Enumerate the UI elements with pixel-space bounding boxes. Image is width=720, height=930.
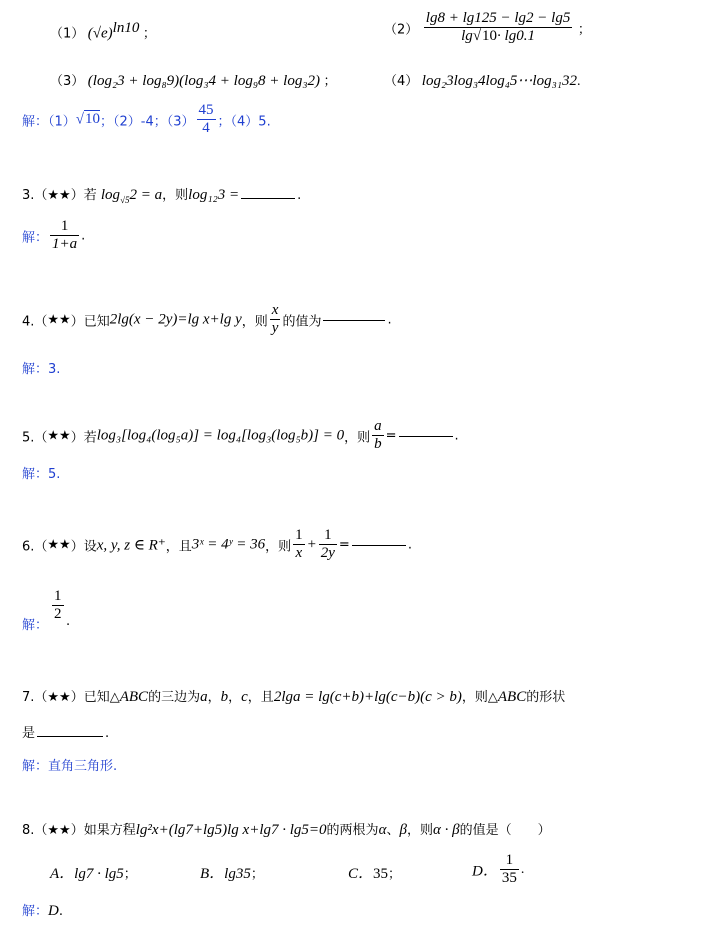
- q6-fraction-2-den: 2y: [320, 545, 335, 562]
- answer-8-end: .: [58, 904, 63, 919]
- q4-fraction: [270, 302, 281, 338]
- question-4: [22, 302, 720, 342]
- q3-number: 3.（: [22, 188, 48, 203]
- q6-difficulty-stars: ★★: [47, 537, 71, 553]
- choice-b-end: ；: [250, 867, 264, 882]
- answer-7: 解：直角三角形.: [22, 759, 118, 774]
- q4-answer-blank: [323, 319, 385, 321]
- q8-difficulty-stars: ★★: [47, 823, 71, 838]
- answer-1-mid: ；（2）-4；（3）: [100, 114, 195, 130]
- q8-expression: lg²x+(lg7+lg5)lg x+lg7 · lg5=0: [135, 822, 327, 838]
- choice-c-end: ；: [388, 867, 402, 882]
- part-4-label: （4）: [384, 74, 419, 89]
- choice-d: [472, 852, 524, 888]
- q5-fraction-num: a: [372, 418, 384, 436]
- question-7-line-2: [22, 722, 720, 741]
- q8-alpha: α: [378, 822, 387, 838]
- part-3-label: （3）: [50, 74, 85, 89]
- q8-text-2: 的两根为: [326, 823, 379, 838]
- choice-b-value: lg35: [224, 866, 251, 882]
- q5-fraction-den: b: [374, 436, 382, 453]
- choice-a-label: A．: [50, 866, 75, 882]
- answer-8-value: D: [48, 903, 59, 919]
- q3-log-text: log: [100, 187, 121, 203]
- answer-6-num: 1: [52, 588, 64, 606]
- q4-difficulty-stars: ★★: [47, 312, 71, 328]
- q7-text-3: ，且: [247, 690, 274, 705]
- q8-close: ）: [70, 823, 84, 838]
- answer-8: [22, 900, 720, 920]
- q6-let: 设: [83, 539, 97, 555]
- q3-log-base: √5: [120, 195, 130, 205]
- q8-beta: β: [399, 822, 407, 838]
- q6-number: 6.（: [22, 539, 48, 555]
- answer-6-fraction: [52, 588, 64, 624]
- answer-1: [22, 102, 720, 144]
- q4-known: 已知: [83, 314, 110, 330]
- part-1-end: ；: [142, 26, 156, 42]
- q7-triangle-2: ABC: [497, 689, 527, 705]
- q5-difficulty-stars: ★★: [47, 428, 71, 444]
- q3-close: ）: [70, 188, 84, 203]
- answer-8-prefix: 解：: [22, 904, 49, 919]
- q5-then: ，则: [344, 430, 371, 446]
- q6-answer-blank: [352, 544, 406, 546]
- q7-text-4: ，则△: [461, 690, 498, 705]
- question-8: [22, 819, 720, 841]
- part-3-expression: (log₂3 + log₈9)(log₃4 + log₉8 + log₃2): [87, 73, 321, 89]
- q3-log-eq: 2 = a: [129, 187, 163, 203]
- q8-choices: [0, 852, 720, 892]
- choice-d-fraction: [500, 852, 519, 888]
- q6-expression: 3ˣ = 4ʸ = 36: [191, 536, 266, 553]
- q7-text-5: 的形状: [526, 690, 566, 705]
- q6-close: ）: [70, 539, 84, 555]
- q5-close: ）: [70, 430, 84, 446]
- q6-fraction-1-den: x: [295, 545, 303, 562]
- q5-eq: =: [385, 428, 397, 444]
- part-2-den-tail: · lg0.1: [497, 28, 535, 45]
- answer-1-fraction-den: 4: [202, 120, 210, 137]
- choice-d-num: 1: [500, 852, 519, 870]
- choice-a-end: ；: [123, 867, 137, 882]
- q7-side-c: c: [241, 689, 248, 705]
- choice-d-label: D．: [472, 863, 498, 880]
- q6-fraction-2: [319, 527, 337, 563]
- q6-variables: x, y, z ∈ R⁺: [96, 537, 166, 554]
- q5-if: 若: [83, 430, 97, 446]
- q8-text-1: 如果方程: [83, 823, 136, 838]
- answer-3-fraction: [50, 218, 79, 254]
- answer-1-tail: ；（4）5.: [217, 114, 271, 130]
- q6-fraction-1: [293, 527, 305, 563]
- q3-answer-blank: [241, 197, 295, 199]
- answer-1-fraction: [197, 102, 216, 138]
- answer-1-fraction-num: 45: [197, 102, 216, 120]
- choice-d-end: .: [520, 861, 525, 877]
- answer-4: 解：3.: [22, 362, 61, 377]
- answer-3-end: .: [81, 228, 86, 244]
- q7-answer-blank: [37, 735, 103, 737]
- part-1-base: (√e): [87, 25, 113, 42]
- q7-text-2: 的三边为: [148, 690, 201, 705]
- q4-end: .: [387, 312, 392, 328]
- q3-if: 若: [83, 188, 97, 203]
- q7-difficulty-stars: ★★: [47, 690, 71, 705]
- q7-end: .: [105, 726, 110, 741]
- part-2-den-lg: lg: [461, 28, 473, 45]
- choice-c: [348, 862, 401, 883]
- part-4-expression: log₂3log₃4log₄5⋯log₃₁32: [421, 73, 578, 89]
- q6-end: .: [407, 537, 412, 553]
- part-1: [50, 20, 156, 43]
- part-2-label: （2）: [384, 22, 419, 38]
- q6-fraction-1-num: 1: [293, 527, 305, 545]
- choice-a: [50, 862, 137, 883]
- answer-5: 解：5.: [22, 467, 61, 482]
- problem-row-2: [0, 70, 720, 92]
- answer-6: [22, 588, 142, 634]
- q7-close: ）: [70, 690, 84, 705]
- answer-3-prefix: 解：: [22, 230, 49, 246]
- part-2-numerator: lg8 + lg125 − lg2 − lg5: [424, 10, 573, 28]
- part-3-end: ；: [323, 74, 337, 89]
- part-4-end: .: [577, 74, 581, 89]
- q6-plus: +: [306, 536, 317, 553]
- answer-1-root-value: 10: [85, 111, 101, 128]
- q4-fraction-num: x: [270, 302, 281, 320]
- part-2: [384, 10, 591, 46]
- choice-b-label: B．: [200, 866, 225, 882]
- answer-6-den: 2: [54, 606, 62, 623]
- part-2-fraction: [424, 10, 573, 46]
- q7-comma-1: ，: [207, 690, 221, 705]
- q4-number: 4.（: [22, 314, 48, 330]
- q4-close: ）: [70, 314, 84, 330]
- q5-answer-blank: [399, 435, 453, 437]
- q7-line-2-text: 是: [22, 726, 36, 741]
- question-5: [22, 418, 720, 458]
- q4-expression: 2lg(x − 2y)=lg x+lg y: [109, 311, 242, 328]
- part-2-denominator: lg√10· lg0.1: [461, 28, 535, 45]
- answer-3: [22, 218, 720, 258]
- q6-and: ，且: [165, 539, 192, 555]
- q5-fraction: [372, 418, 384, 454]
- q5-expression: log₃[log₄(log₅a)] = log₄[log₃(log₅b)] = 0: [96, 427, 345, 444]
- problem-row-1: [0, 10, 720, 48]
- q3-log: [101, 187, 162, 203]
- choice-c-value: 35: [373, 866, 389, 882]
- q7-side-b: b: [220, 689, 229, 705]
- q6-eq: =: [338, 537, 350, 553]
- q3-expression: log₁₂3 =: [188, 187, 240, 203]
- part-3: [50, 70, 337, 90]
- q5-end: .: [454, 428, 459, 444]
- answer-3-num: 1: [50, 218, 79, 236]
- q8-number: 8.（: [22, 823, 48, 838]
- part-1-exponent: ln10: [112, 20, 140, 36]
- answer-6-prefix: 解：: [22, 618, 49, 633]
- choice-b: [200, 862, 264, 883]
- q7-triangle: ABC: [119, 689, 149, 705]
- q8-product: α · β: [432, 822, 460, 838]
- q7-comma-2: ，: [228, 690, 242, 705]
- q7-side-a: a: [200, 689, 208, 705]
- question-6: [22, 527, 720, 571]
- q4-then: ，则: [241, 314, 268, 330]
- q4-tail: 的值为: [282, 314, 322, 330]
- answer-1-root: √10: [75, 111, 101, 128]
- q5-number: 5.（: [22, 430, 48, 446]
- q6-then: ，则: [265, 539, 292, 555]
- part-2-den-root: 10: [482, 28, 498, 45]
- part-1-label: （1）: [50, 26, 85, 42]
- question-7: [22, 686, 720, 708]
- q7-number: 7.（: [22, 690, 48, 705]
- answer-1-prefix: 解：（1）: [22, 114, 76, 130]
- q6-fraction-2-num: 1: [319, 527, 337, 545]
- part-2-end: ；: [577, 22, 591, 38]
- question-3: [22, 184, 720, 208]
- q3-then: ，则: [162, 188, 189, 203]
- q3-end: .: [297, 188, 302, 203]
- q7-expression: 2lga = lg(c+b)+lg(c−b)(c > b): [273, 689, 462, 705]
- q8-text-4: 的值是（ ）: [459, 823, 551, 838]
- q7-text-1: 已知△: [83, 690, 120, 705]
- choice-a-value: lg7 · lg5: [74, 866, 124, 882]
- q8-separator: 、: [386, 823, 400, 838]
- choice-d-den: 35: [501, 870, 517, 887]
- answer-3-den: 1+a: [52, 236, 78, 253]
- choice-c-label: C．: [348, 866, 374, 882]
- answer-6-end: .: [66, 614, 71, 629]
- q4-fraction-den: y: [271, 320, 279, 337]
- q3-difficulty-stars: ★★: [47, 188, 71, 203]
- q8-text-3: ，则: [406, 823, 433, 838]
- part-4: [384, 70, 581, 90]
